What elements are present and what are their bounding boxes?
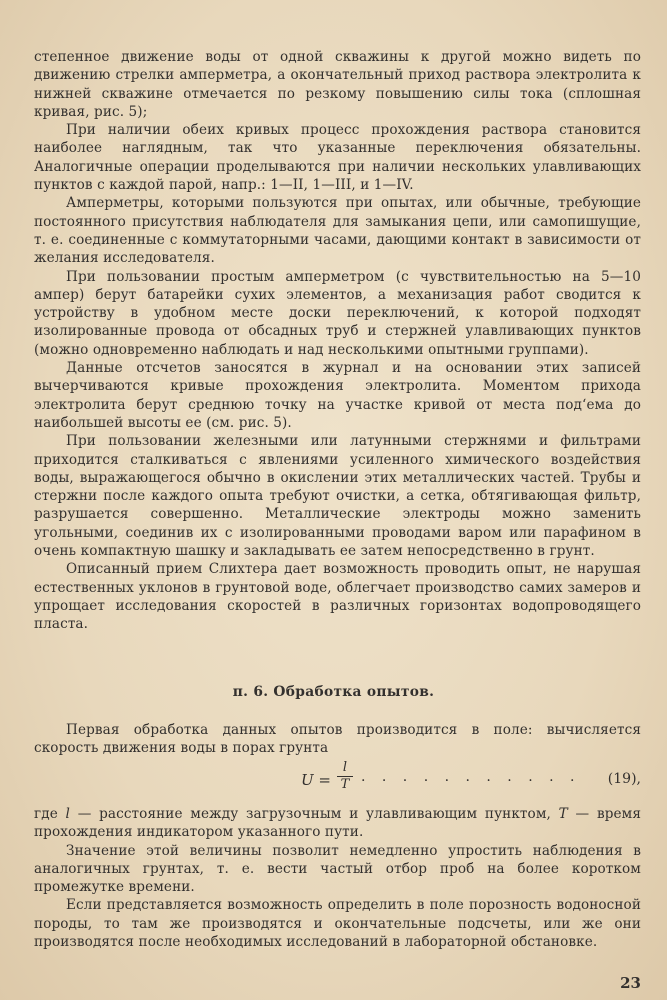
lower-text <box>34 805 641 951</box>
formula-fraction <box>337 761 353 792</box>
page-number: 23 <box>620 974 641 992</box>
section-heading: п. 6. Обработка опытов. <box>232 684 435 700</box>
paragraph: Первая обработка данных опытов производится в поле: вычисляется скорость движения воды в порах грунта <box>34 722 641 757</box>
paragraph: При пользовании простым амперметром (с чувствительностью на 5—10 ампер) берут батарейки сухих элементов, а механизация работ сводится к устройству в удобном месте доски переключений, к которой подходят изолированные провода от обсадных труб и стержней улавливающих пунктов (можно одновременно наблюдать и над несколькими опытными группами). <box>34 268 641 358</box>
paragraph: Амперметры, которыми пользуются при опытах, или обычные, требующие постоянного присутствия наблюдателя для замыкания цепи, или самопишущие, т. е. соединенные с коммутаторными часами, дающими контакт в зависимости от желания исследователя. <box>34 195 641 267</box>
where-mid: — расстояние между загрузочным и улавливающим пунктом, <box>70 806 559 822</box>
intro-text <box>34 721 641 758</box>
paragraph: При наличии обеих кривых процесс прохождения раствора становится наиболее наглядным, так что указанные переключения обязательны. Аналогичные операции проделываются при наличии нескольких улавливающих пунктов с каждой парой, напр.: 1—II, 1—III, и 1—IV. <box>34 122 641 194</box>
formula-numerator: l <box>342 760 348 775</box>
formula-leader-dots: . . . . . . . . . . . <box>361 769 581 785</box>
variable-T: T <box>558 806 568 822</box>
paragraph: При пользовании железными или латунными стержнями и фильтрами приходится сталкиваться с явлениями усиленного химического воздействия воды, выражающегося обычно в окислении этих металлических частей. Трубы и стержни после каждого опыта требуют очистки, а сетка, обтягивающая фильтр, разрушается совершенно. Металлические электроды можно заменить угольными, соединив их с изолированными проводами варом или парафином в очень компактную шашку и закладывать ее затем непосредственно в грунт. <box>34 433 641 560</box>
where-rest: — время прохождения индикатором указанного пути. <box>34 806 641 841</box>
paragraph: Если представляется возможность определить в поле порозность водоносной породы, то там же производятся и окончательные подсчеты, или же они производятся после необходимых исследований в лабораторной обстановке. <box>34 897 641 951</box>
where-paragraph <box>34 805 641 842</box>
paragraph: Описанный прием Слихтера дает возможность проводить опыт, не нарушая естественных уклонов в грунтовой воде, облегчает производство самих замеров и упрощает исследования скоростей в различных горизонтах водопроводящего пласта. <box>34 561 641 633</box>
upper-text <box>34 48 641 634</box>
equation-number: (19), <box>607 771 641 787</box>
paragraph: Значение этой величины позволит немедленно упростить наблюдения в аналогичных грунтах, т. е. вести частый отбор проб на более коротком промежутке времени. <box>34 842 641 896</box>
formula-denominator: T <box>340 777 350 792</box>
formula-lhs: U = <box>301 771 331 789</box>
where-prefix: где <box>34 806 66 822</box>
variable-l: l <box>65 806 70 822</box>
paragraph: Данные отсчетов заносятся в журнал и на основании этих записей вычерчиваются кривые прохождения электролита. Моментом прихода электролита берут среднюю точку на участке кривой от места подʻема до наибольшей высоты ее (см. рис. 5). <box>34 360 641 431</box>
paragraph: степенное движение воды от одной скважины к другой можно видеть по движению стрелки амперметра, а окончательный приход раствора электролита к нижней скважине отмечается по резкому повышению силы тока (сплошная кривая, рис. 5); <box>34 49 641 120</box>
formula-19 <box>297 760 641 795</box>
